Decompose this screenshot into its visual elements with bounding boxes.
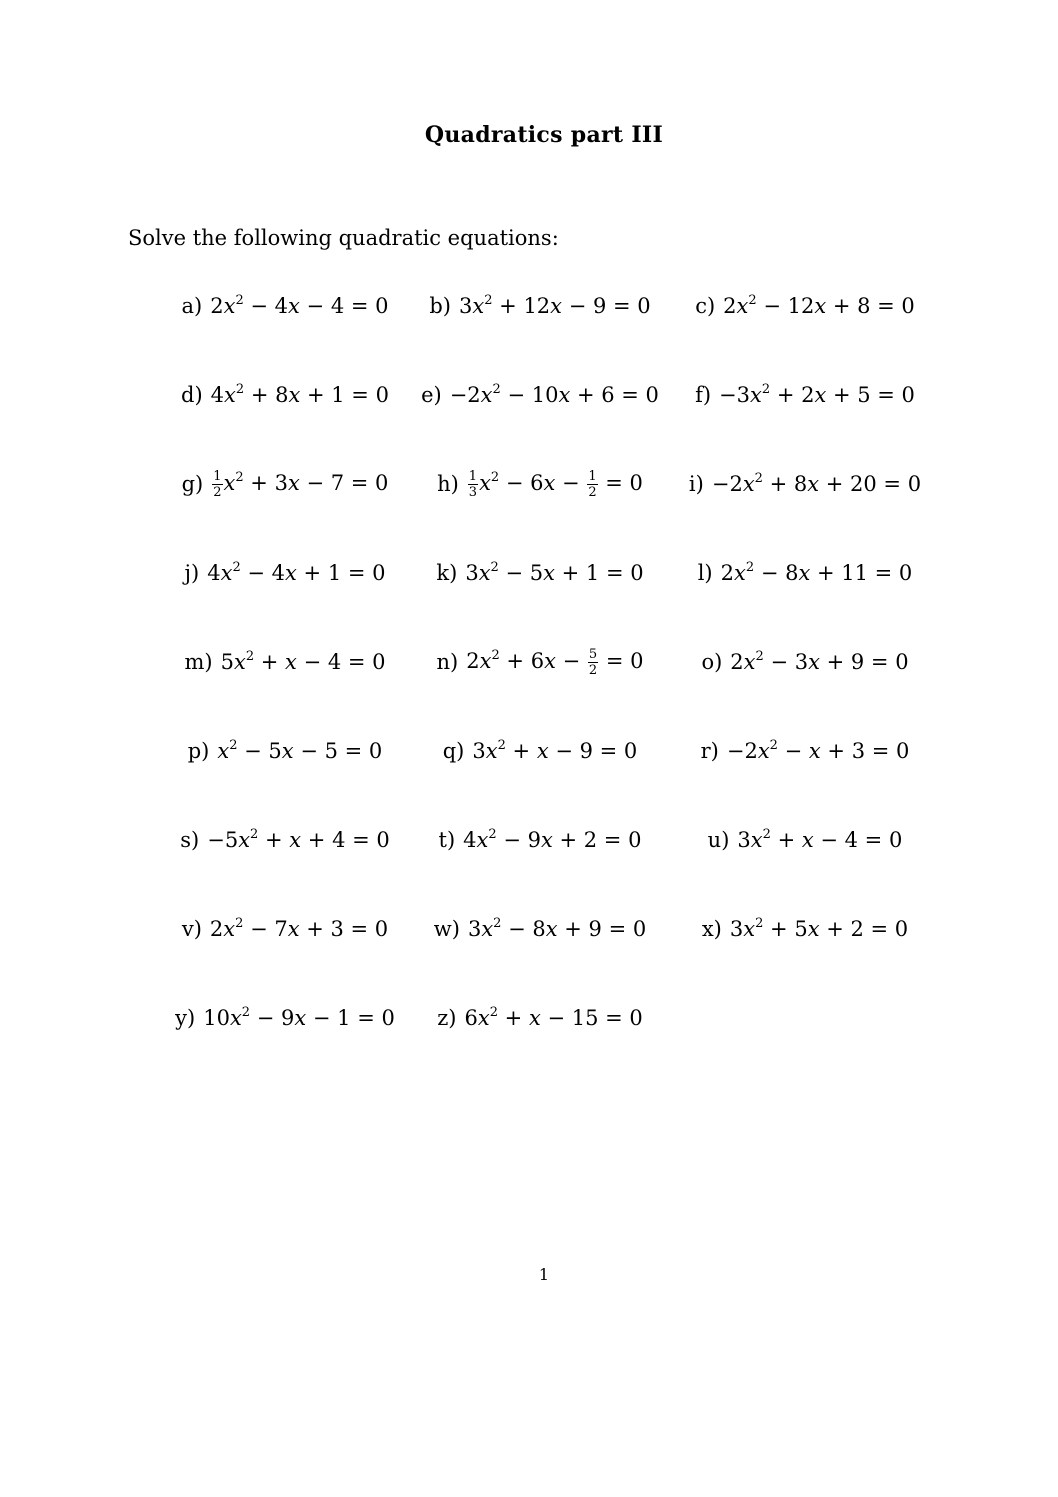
equation-label: b)	[429, 294, 451, 318]
equation-item	[675, 555, 935, 591]
equation-item	[165, 288, 405, 324]
equation-label: w)	[433, 917, 460, 941]
equation-item	[405, 466, 675, 502]
equation-label: f)	[695, 383, 712, 407]
equation-item	[405, 733, 675, 769]
equation-label: o)	[701, 650, 723, 674]
equation-item	[405, 555, 675, 591]
equation-expression: $\frac{1}{2}$ $x^2 + 3x - 7 = 0$	[213, 468, 389, 500]
equation-label: t)	[438, 828, 456, 852]
equation-expression: $5x^2 + x - 4 = 0$	[220, 649, 386, 674]
equation-expression: $-2x^2 + 8x + 20 = 0$	[711, 471, 922, 496]
equation-expression: $2x^2 - 8x + 11 = 0$	[720, 560, 913, 585]
equation-expression: $3x^2 + 12x - 9 = 0$	[459, 293, 651, 318]
equation-label: q)	[442, 739, 465, 763]
equation-item	[165, 1000, 405, 1036]
equation-label: d)	[181, 383, 203, 407]
page-title: Quadratics part III	[424, 122, 664, 148]
equation-expression: $3x^2 - 5x + 1 = 0$	[465, 560, 644, 585]
equation-expression: $2x^2 + 6x$ − $\frac{5}{2}$ = 0	[466, 646, 644, 678]
equation-expression: $3x^2 + 5x + 2 = 0$	[729, 916, 909, 941]
equation-item	[165, 911, 405, 947]
equation-item	[405, 911, 675, 947]
equation-label: p)	[187, 739, 210, 763]
equation-label: z)	[437, 1006, 457, 1030]
equation-expression: $4x^2 - 4x + 1 = 0$	[207, 560, 386, 585]
equation-expression: $2x^2 - 4x - 4 = 0$	[210, 293, 389, 318]
equation-expression: $2x^2 - 3x + 9 = 0$	[730, 649, 909, 674]
equation-item	[405, 1000, 675, 1036]
equation-label: l)	[697, 561, 713, 585]
equation-item	[405, 822, 675, 858]
equation-item	[675, 644, 935, 680]
equation-expression: $6x^2 + x - 15 = 0$	[464, 1005, 643, 1030]
equation-grid	[165, 288, 935, 1089]
equation-label: c)	[695, 294, 716, 318]
equation-item	[675, 288, 935, 324]
equation-label: h)	[437, 472, 459, 496]
equation-expression: $\frac{1}{3}$ $x^2 - 6x$ − $\frac{1}{2}$ = 0	[468, 468, 643, 500]
page-number: 1	[538, 1265, 550, 1284]
equation-item	[165, 733, 405, 769]
equation-item	[675, 377, 935, 413]
equation-expression: $3x^2 + x - 4 = 0$	[737, 827, 903, 852]
equation-expression: $10x^2 - 9x - 1 = 0$	[203, 1005, 395, 1030]
equation-expression: $2x^2 - 12x + 8 = 0$	[723, 293, 915, 318]
equation-item	[675, 822, 935, 858]
equation-label: v)	[181, 917, 202, 941]
equation-expression: $-5x^2 + x + 4 = 0$	[207, 827, 390, 852]
equation-label: k)	[436, 561, 458, 585]
equation-label: s)	[180, 828, 200, 852]
equation-label: n)	[436, 650, 459, 674]
equation-label: r)	[700, 739, 719, 763]
equation-expression: $4x^2 - 9x + 2 = 0$	[463, 827, 642, 852]
equation-label: u)	[707, 828, 730, 852]
equation-expression: $2x^2 - 7x + 3 = 0$	[209, 916, 389, 941]
equation-item	[675, 466, 935, 502]
equation-label: i)	[688, 472, 704, 496]
equation-expression: $x^2 - 5x - 5 = 0$	[217, 738, 383, 763]
equation-expression: $3x^2 - 8x + 9 = 0$	[467, 916, 647, 941]
equation-label: m)	[184, 650, 213, 674]
equation-label: a)	[181, 294, 203, 318]
instruction-text: Solve the following quadratic equations:	[128, 226, 559, 250]
equation-item	[405, 288, 675, 324]
equation-label: e)	[421, 383, 442, 407]
equation-expression: $3x^2 + x - 9 = 0$	[472, 738, 638, 763]
equation-item	[165, 822, 405, 858]
equation-item	[165, 466, 405, 502]
equation-label: j)	[184, 561, 200, 585]
equation-item	[165, 555, 405, 591]
equation-item	[675, 911, 935, 947]
equation-item	[405, 377, 675, 413]
equation-expression: $-3x^2 + 2x + 5 = 0$	[719, 382, 915, 407]
equation-label: y)	[175, 1006, 196, 1030]
equation-expression: $4x^2 + 8x + 1 = 0$	[210, 382, 389, 407]
equation-item	[405, 644, 675, 680]
equation-item	[165, 644, 405, 680]
equation-label: g)	[181, 472, 204, 496]
equation-item	[165, 377, 405, 413]
equation-label: x)	[701, 917, 722, 941]
equation-expression: $-2x^2 - x + 3 = 0$	[726, 738, 910, 763]
equation-expression: $-2x^2 - 10x + 6 = 0$	[449, 382, 659, 407]
equation-item	[675, 733, 935, 769]
